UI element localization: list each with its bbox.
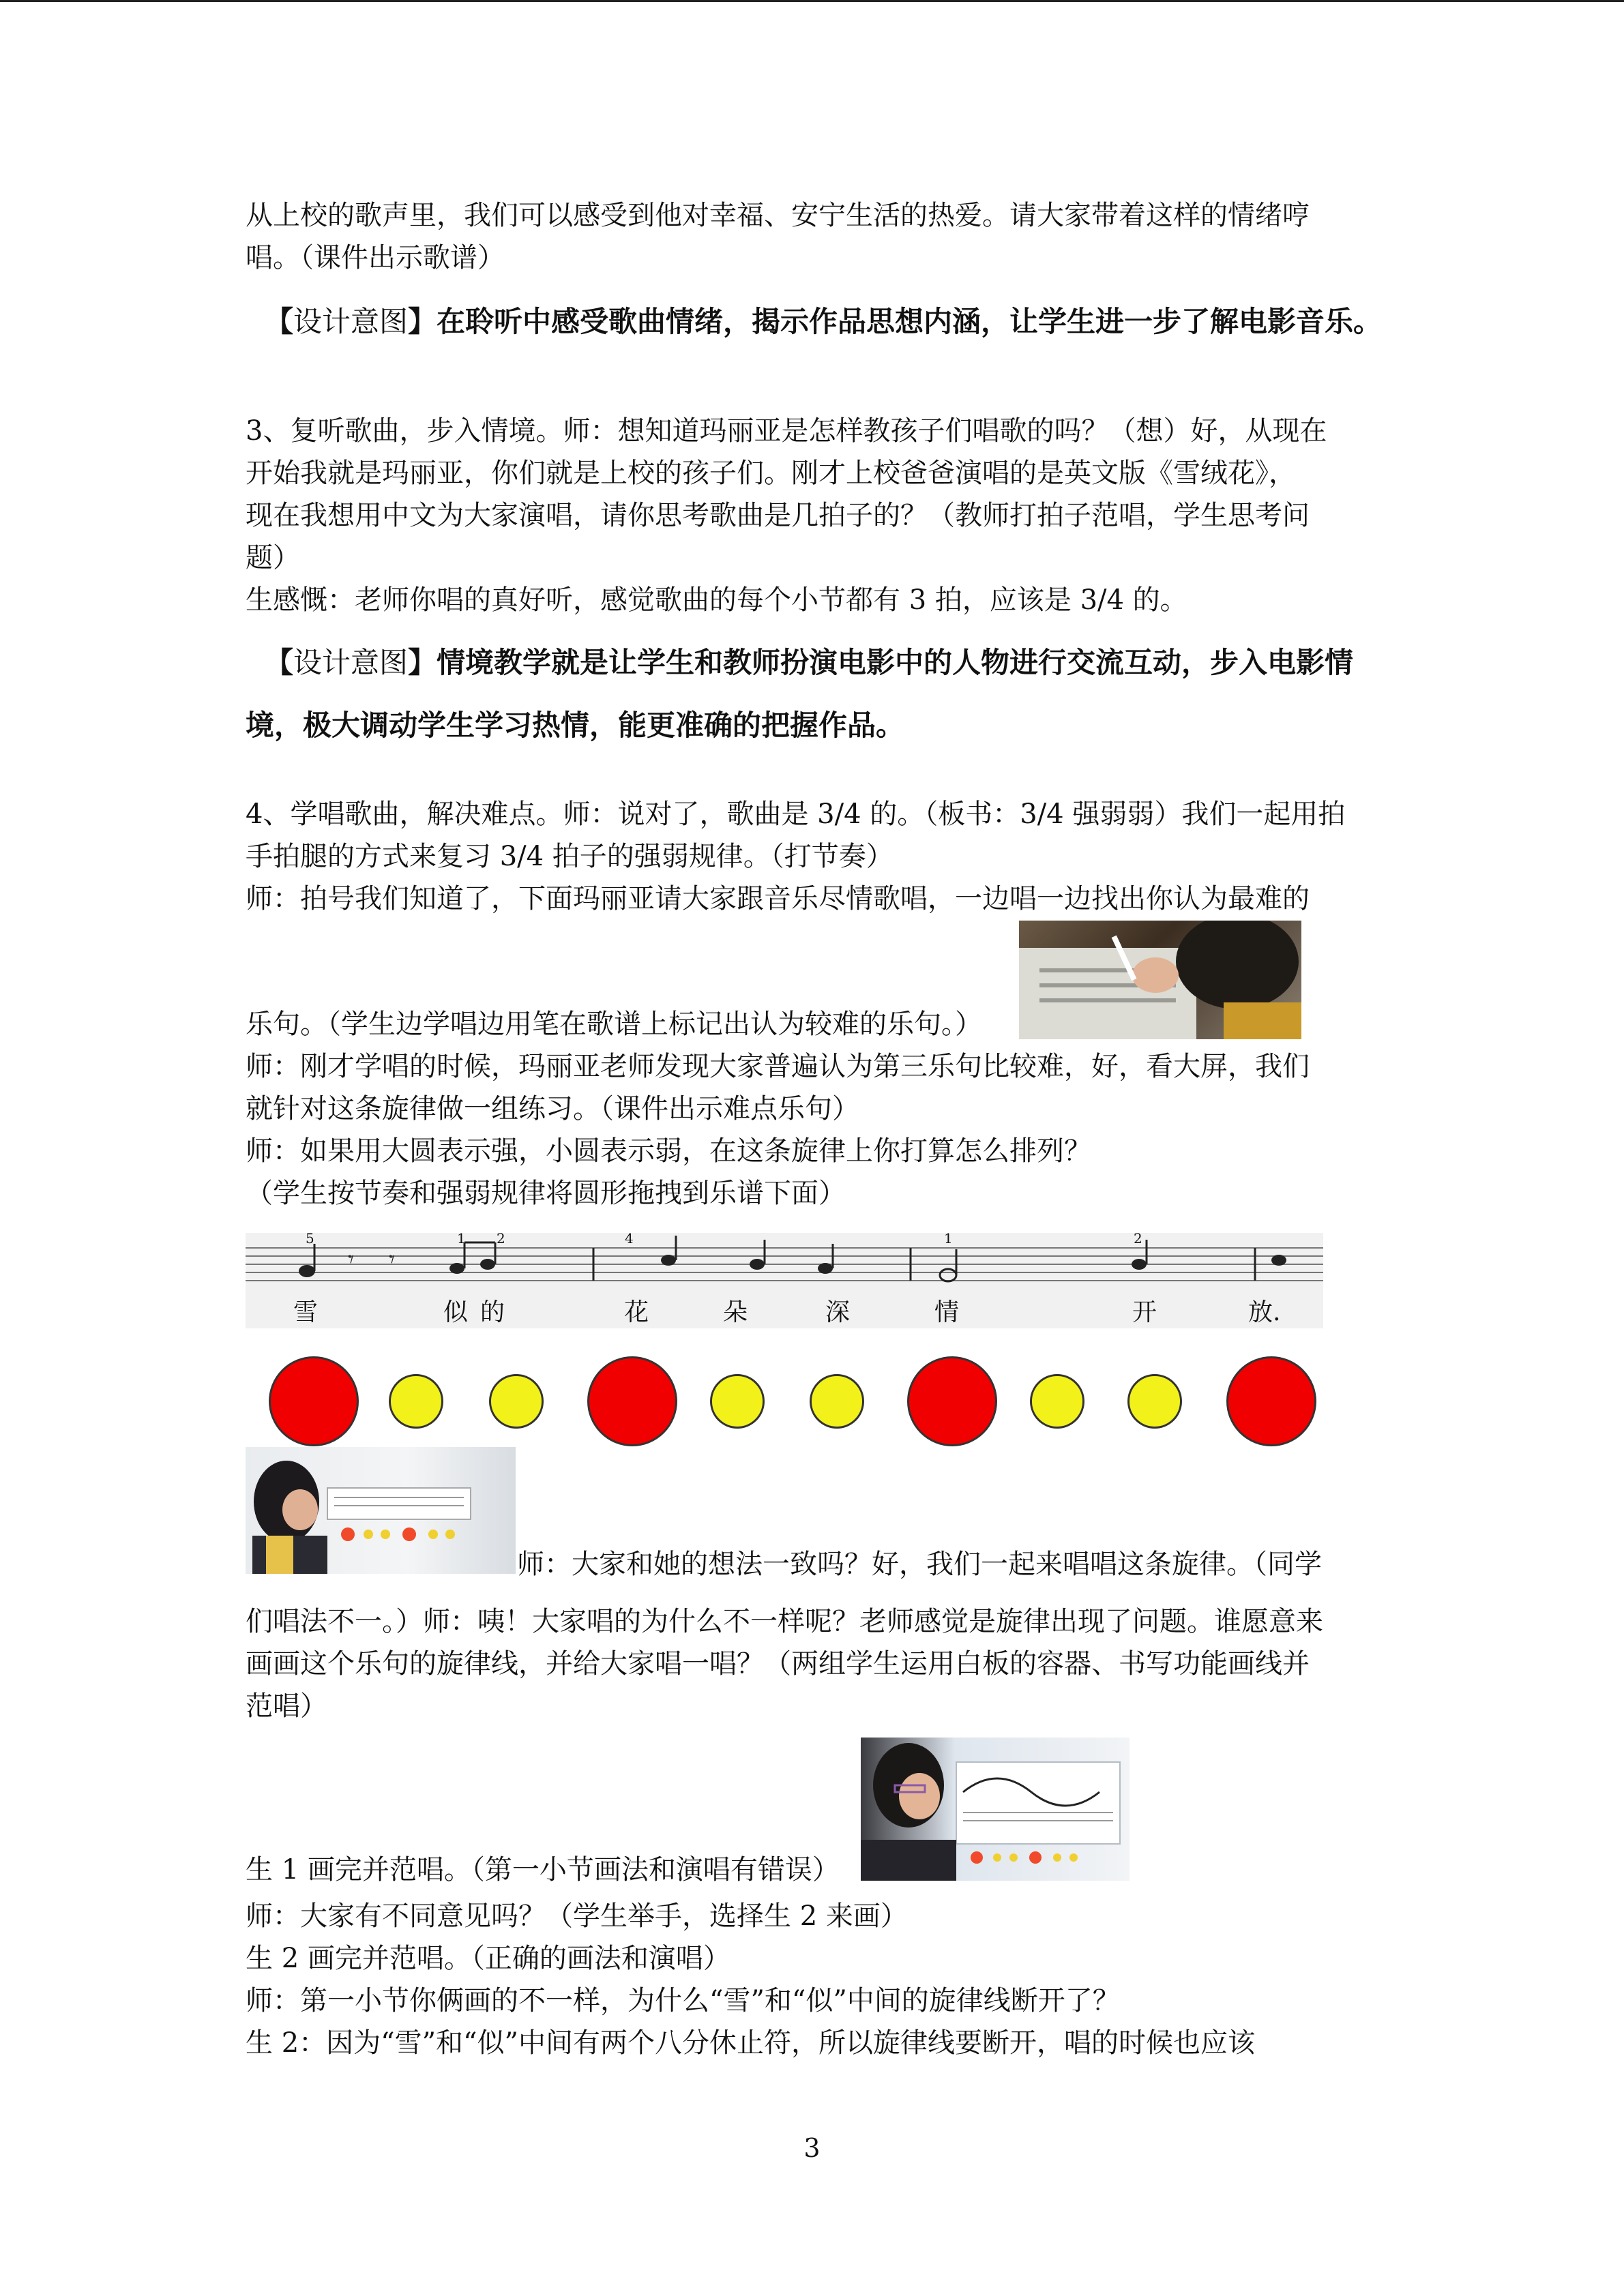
fingering-number: 4	[625, 1233, 634, 1247]
lyric: 放.	[1248, 1298, 1281, 1326]
bracket-close: 】	[408, 646, 437, 679]
fingering-number: 5	[306, 1233, 314, 1247]
paragraph-line: 3、复听歌曲，步入情境。师：想知道玛丽亚是怎样教孩子们唱歌的吗？（想）好，从现在	[246, 415, 1327, 447]
paragraph-line: 生 2：因为“雪”和“似”中间有两个八分休止符，所以旋律线要断开，唱的时候也应该	[246, 2027, 1255, 2059]
paragraph-line: 们唱法不一。）师：咦！大家唱的为什么不一样呢？老师感觉是旋律出现了问题。谁愿意来	[246, 1606, 1323, 1637]
fingering-number: 1	[457, 1233, 466, 1247]
paragraph-line: 现在我想用中文为大家演唱，请你思考歌曲是几拍子的？（教师打拍子范唱，学生思考问	[246, 500, 1310, 531]
svg-text:𝄾: 𝄾	[389, 1246, 396, 1273]
paragraph-line: 师：如果用大圆表示强，小圆表示弱，在这条旋律上你打算怎么排列？	[246, 1135, 1091, 1167]
weak-beat-circle	[1127, 1374, 1182, 1429]
photo-student-melody-line	[861, 1738, 1130, 1881]
lyric: 情	[934, 1298, 960, 1326]
paragraph-line: 开始我就是玛丽亚，你们就是上校的孩子们。刚才上校爸爸演唱的是英文版《雪绒花》，	[246, 458, 1296, 489]
paragraph-line: 师：第一小节你俩画的不一样，为什么“雪”和“似”中间的旋律线断开了？	[246, 1985, 1120, 2016]
bracket-open: 【	[265, 646, 294, 679]
paragraph-line: 生 1 画完并范唱。（第一小节画法和演唱有错误）	[246, 1854, 840, 1885]
lyric: 似的	[443, 1298, 518, 1326]
bracket-open: 【	[265, 305, 294, 338]
intent-text: 境，极大调动学生学习热情，能更准确的把握作品。	[246, 709, 905, 742]
lyric: 朵	[723, 1298, 748, 1326]
weak-beat-circle	[489, 1374, 544, 1429]
lyric: 花	[624, 1298, 649, 1326]
photo-student-writing	[1019, 921, 1301, 1039]
design-intent-2	[265, 644, 1353, 682]
page-number: 3	[803, 2133, 821, 2163]
fingering-number: 2	[1134, 1233, 1142, 1247]
intent-text: 在聆听中感受歌曲情绪，揭示作品思想内涵，让学生进一步了解电影音乐。	[437, 305, 1383, 338]
svg-text:𝄾: 𝄾	[348, 1246, 355, 1273]
paragraph-line: 范唱）	[246, 1690, 327, 1722]
page-top-border	[0, 0, 1624, 2]
intent-label: 设计意图	[293, 305, 409, 338]
strong-beat-circle	[907, 1356, 997, 1446]
lyric: 开	[1132, 1298, 1157, 1326]
paragraph-line: 生 2 画完并范唱。（正确的画法和演唱）	[246, 1943, 730, 1974]
design-intent-1	[265, 303, 1382, 341]
bracket-close: 】	[408, 305, 437, 338]
paragraph-line: 师：大家有不同意见吗？（学生举手，选择生 2 来画）	[246, 1900, 908, 1932]
fingering-number: 1	[944, 1233, 953, 1247]
design-intent-2-cont	[246, 706, 904, 745]
intent-label: 设计意图	[293, 646, 409, 679]
weak-beat-circle	[389, 1374, 443, 1429]
paragraph-line: 就针对这条旋律做一组练习。（课件出示难点乐句）	[246, 1093, 859, 1124]
weak-beat-circle	[710, 1374, 765, 1429]
weak-beat-circle	[1030, 1374, 1084, 1429]
strong-beat-circle	[1226, 1356, 1316, 1446]
lyric: 雪	[293, 1298, 319, 1326]
paragraph-line: 题）	[246, 542, 300, 573]
photo-student-whiteboard-circles	[246, 1447, 516, 1574]
strong-beat-circle	[269, 1356, 359, 1446]
paragraph-line: 唱。（课件出示歌谱）	[246, 242, 505, 273]
strong-beat-circle	[587, 1356, 677, 1446]
paragraph-line: 师：拍号我们知道了，下面玛丽亚请大家跟音乐尽情歌唱，一边唱一边找出你认为最难的	[246, 883, 1310, 914]
intent-text: 情境教学就是让学生和教师扮演电影中的人物进行交流互动，步入电影情	[437, 646, 1354, 679]
paragraph-line: 生感慨：老师你唱的真好听，感觉歌曲的每个小节都有 3 拍，应该是 3/4 的。	[246, 584, 1187, 616]
paragraph-line: 手拍腿的方式来复习 3/4 拍子的强弱规律。（打节奏）	[246, 841, 894, 872]
paragraph-line: 师：刚才学唱的时候，玛丽亚老师发现大家普遍认为第三乐句比较难，好，看大屏，我们	[246, 1051, 1310, 1082]
paragraph-line: 乐句。（学生边学唱边用笔在歌谱上标记出认为较难的乐句。）	[246, 1009, 982, 1040]
paragraph-line: 4、学唱歌曲，解决难点。师：说对了，歌曲是 3/4 的。（板书：3/4 强弱弱）我们一起用拍	[246, 799, 1346, 830]
paragraph-line: 画画这个乐句的旋律线，并给大家唱一唱？（两组学生运用白板的容器、书写功能画线并	[246, 1648, 1310, 1680]
paragraph-line: 从上校的歌声里，我们可以感受到他对幸福、安宁生活的热爱。请大家带着这样的情绪哼	[246, 200, 1310, 231]
weak-beat-circle	[810, 1374, 864, 1429]
fingering-number: 2	[497, 1233, 505, 1247]
lyric: 深	[825, 1298, 851, 1326]
paragraph-line: 师：大家和她的想法一致吗？好，我们一起来唱唱这条旋律。（同学	[517, 1549, 1322, 1580]
music-score-excerpt	[246, 1233, 1323, 1328]
paragraph-line: （学生按节奏和强弱规律将圆形拖拽到乐谱下面）	[246, 1178, 846, 1209]
